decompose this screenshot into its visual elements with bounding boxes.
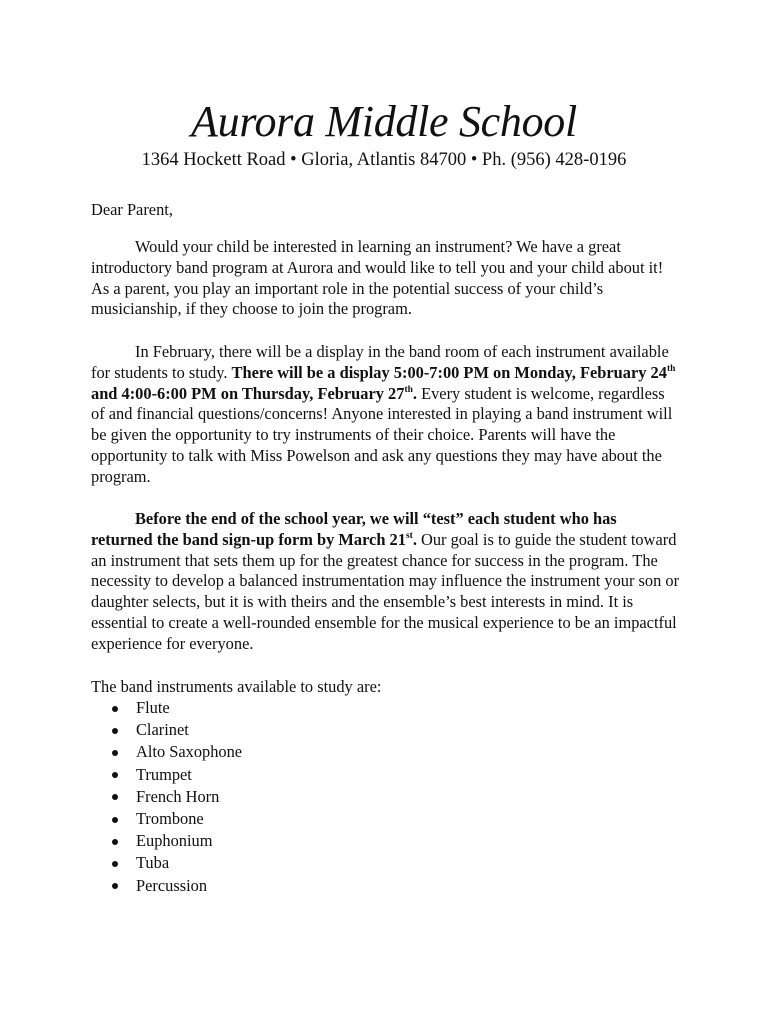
instrument-list-intro: The band instruments available to study are: xyxy=(91,677,382,696)
list-item-percussion: Percussion xyxy=(109,875,242,897)
salutation: Dear Parent, xyxy=(91,200,173,219)
ordinal-suffix: th xyxy=(404,384,413,395)
list-item-clarinet: Clarinet xyxy=(109,719,242,741)
list-item-alto-saxophone: Alto Saxophone xyxy=(109,741,242,763)
display-date-period: . xyxy=(412,383,417,403)
school-address: 1364 Hockett Road • Gloria, Atlantis 84700 • Ph. (956) 428-0196 xyxy=(141,150,627,170)
list-item-tuba: Tuba xyxy=(109,852,242,874)
paragraph-display-info xyxy=(91,342,681,488)
paragraph-intro-text: Would your child be interested in learning an instrument? We have a great introductory band program at Aurora and would like to tell you and your child about it! As a parent, you play an important role in the potential success of your child’s musicianship, if they choose to join the program. xyxy=(91,237,664,319)
paragraph-testing xyxy=(91,509,681,655)
testing-deadline-period: . xyxy=(412,529,417,549)
display-info-text-1: In February, there will be a display in the band room of each instrument available for students to study. xyxy=(91,342,669,382)
testing-text: Our goal is to guide the student toward an instrument that sets them up for the greatest chance for success in the program. The necessity to develop a balanced instrumentation may influence the instrument your son or daughter selects, but it is with theirs and the ensemble’s best interests in mind. It is essential to create a well-rounded ensemble for the musical experience to be an impactful experience for everyone. xyxy=(91,529,680,653)
list-item-french-horn: French Horn xyxy=(109,786,242,808)
list-item-euphonium: Euphonium xyxy=(109,830,242,852)
list-item-trombone: Trombone xyxy=(109,808,242,830)
display-date-2: and 4:00-6:00 PM on Thursday, February 27 xyxy=(91,383,405,403)
ordinal-suffix: st xyxy=(405,530,413,541)
list-item-trumpet: Trumpet xyxy=(109,764,242,786)
testing-deadline-text: Before the end of the school year, we will “test” each student who has returned the band sign-up form by March 21 xyxy=(91,509,617,549)
ordinal-suffix: th xyxy=(666,363,676,374)
instrument-list xyxy=(109,697,242,897)
school-name-heading: Aurora Middle School xyxy=(191,97,577,146)
display-info-text-2: Every student is welcome, regardless of and financial questions/concerns! Anyone interested in playing a band instrument will be given the opportunity to try instruments of their choice. Parents will have the opportunity to talk with Miss Powelson and ask any questions they may have about the program. xyxy=(91,383,673,486)
display-date-1: There will be a display 5:00-7:00 PM on Monday, February 24 xyxy=(231,362,667,382)
paragraph-intro xyxy=(91,237,681,320)
list-item-flute: Flute xyxy=(109,697,242,719)
